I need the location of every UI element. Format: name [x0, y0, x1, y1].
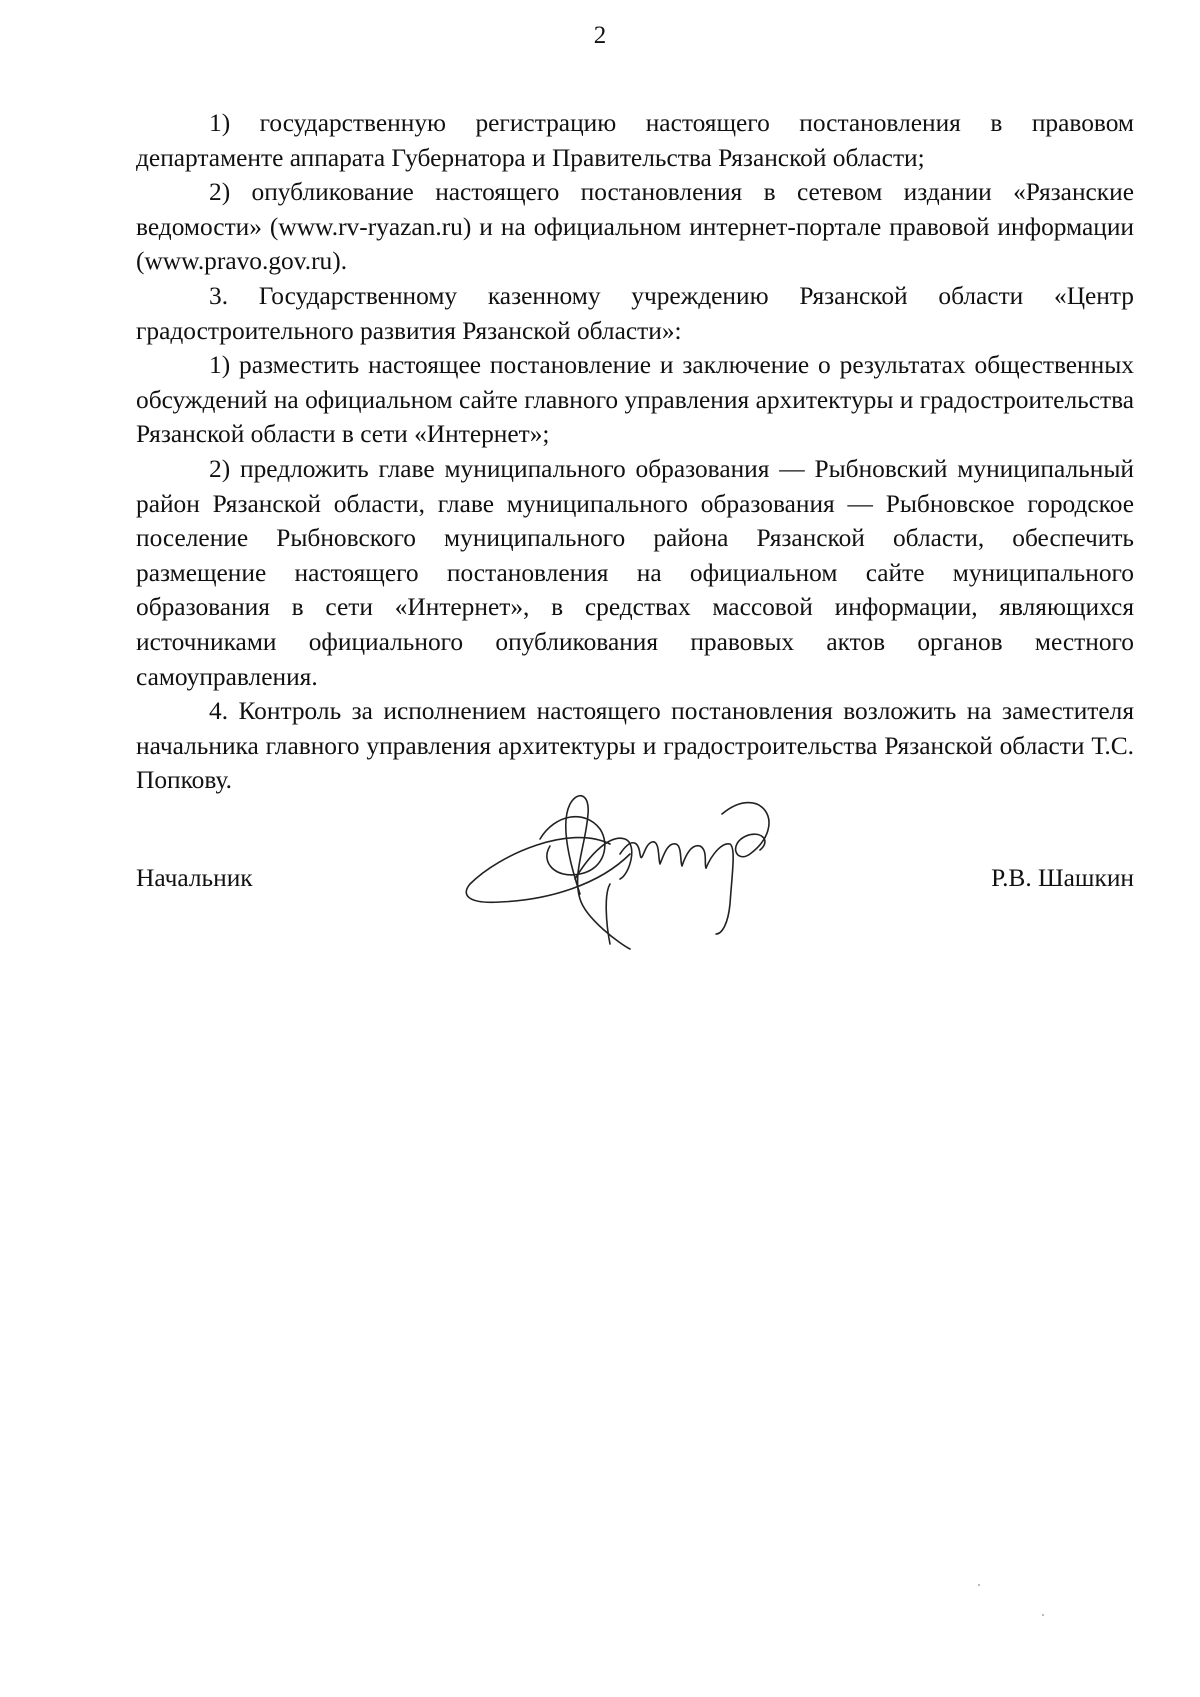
- signatory-position: Начальник: [136, 864, 253, 892]
- scan-speck: [1042, 1614, 1044, 1616]
- scan-speck: [978, 1584, 980, 1586]
- paragraph-control: 4. Контроль за исполнением настоящего постановления возложить на заместителя начальника главного управления архитектуры и градостроительства Рязанской области Т.С. Попкову.: [136, 697, 1134, 795]
- paragraph-registration: 1) государственную регистрацию настоящего постановления в правовом департаменте аппарата Губернатора и Правительства Рязанской области;: [136, 109, 1134, 172]
- signatory-name: Р.В. Шашкин: [991, 864, 1134, 892]
- page-number: 2: [593, 22, 607, 49]
- paragraph-propose-heads: 2) предложить главе муниципального образования — Рыбновский муниципальный район Рязанской области, главе муниципального образования — Рыбновское городское поселение Рыбновского муниципального района Рязанской области, обеспечить размещение настоящего постановления на официальном сайте муниципального образования в сети «Интернет», в средствах массовой информации, являющихся источниками официального опубликования правовых актов органов местного самоуправления.: [136, 454, 1134, 691]
- document-body: [136, 106, 1134, 798]
- paragraph-center: 3. Государственному казенному учреждению Рязанской области «Центр градостроительного развития Рязанской области»:: [136, 281, 1134, 345]
- paragraph-publication: 2) опубликование настоящего постановления в сетевом издании «Рязанские ведомости» (www.rv-ryazan.ru) и на официальном интернет-портале правовой информации (www.pravo.gov.ru).: [136, 178, 1134, 276]
- handwritten-signature: [460, 784, 840, 954]
- paragraph-place-website: 1) разместить настоящее постановление и заключение о результатах общественных обсуждений на официальном сайте главного управления архитектуры и градостроительства Рязанской области в сети «Интернет»;: [136, 351, 1134, 449]
